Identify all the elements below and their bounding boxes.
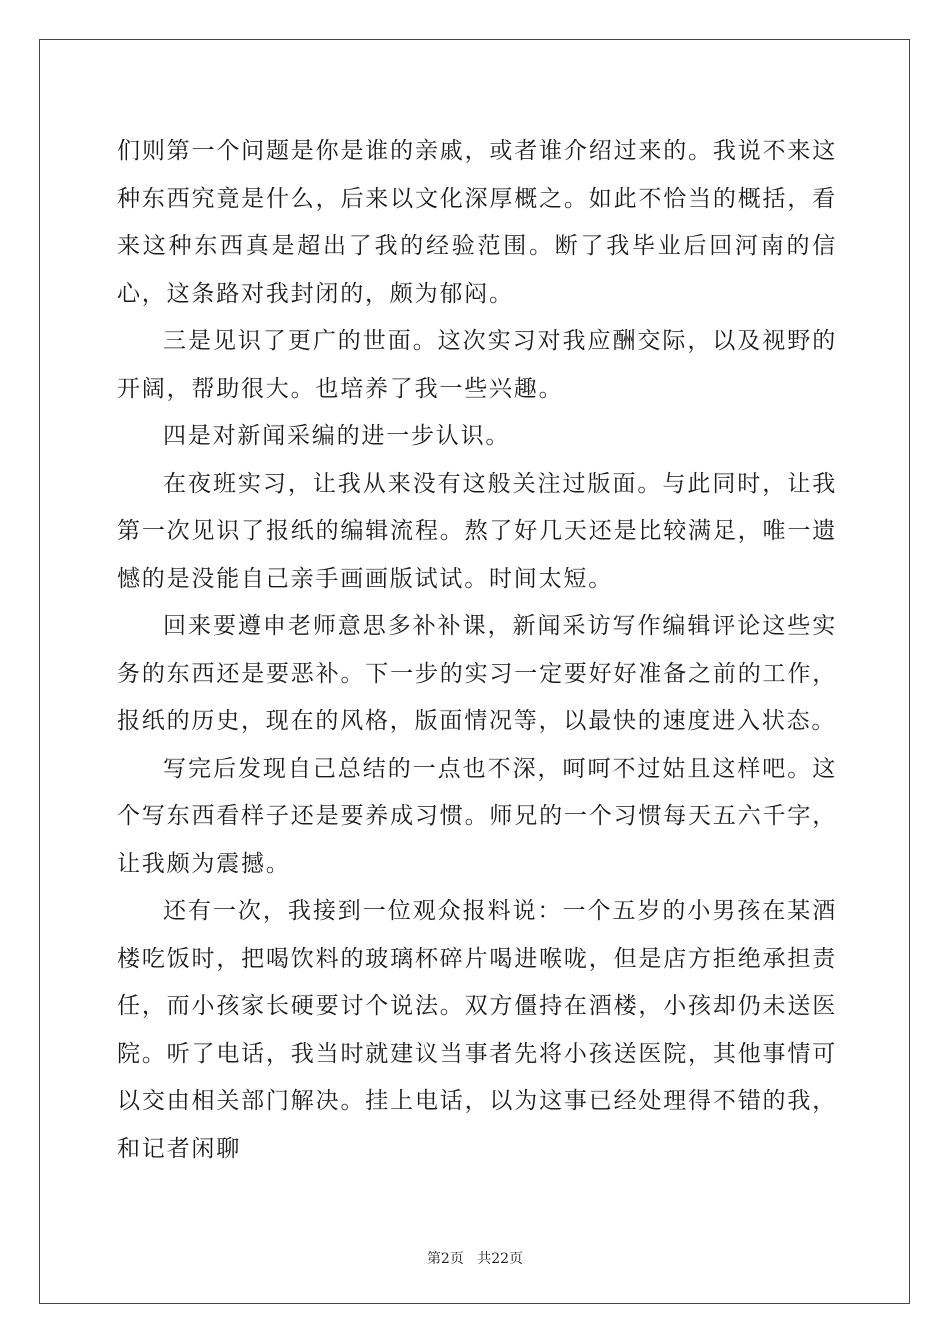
paragraph-6: 写完后发现自己总结的一点也不深，呵呵不过姑且这样吧。这个写东西看样子还是要养成习惯。师兄的一个习惯每天五六千字，让我颇为震撼。 bbox=[117, 755, 837, 877]
document-body bbox=[117, 128, 837, 1173]
paragraph-5: 回来要遵申老师意思多补补课，新闻采访写作编辑评论这些实务的东西还是要恶补。下一步的实习一定要好好准备之前的工作，报纸的历史，现在的风格，版面情况等，以最快的速度进入状态。 bbox=[117, 613, 837, 734]
paragraph-1: 们则第一个问题是你是谁的亲戚，或者谁介绍过来的。我说不来这种东西究竟是什么，后来以文化深厚概之。如此不恰当的概括，看来这种东西真是超出了我的经验范围。断了我毕业后回河南的信心，这条路对我封闭的，颇为郁闷。 bbox=[117, 138, 837, 307]
page-number: 第2页 bbox=[426, 1251, 464, 1267]
page-total: 共22页 bbox=[477, 1251, 524, 1267]
paragraph-3: 四是对新闻采编的进一步认识。 bbox=[163, 423, 511, 449]
page-footer bbox=[0, 1248, 950, 1268]
paragraph-4: 在夜班实习，让我从来没有这般关注过版面。与此同时，让我第一次见识了报纸的编辑流程。熬了好几天还是比较满足，唯一遗憾的是没能自己亲手画画版试试。时间太短。 bbox=[117, 470, 837, 592]
paragraph-7: 还有一次，我接到一位观众报料说：一个五岁的小男孩在某酒楼吃饭时，把喝饮料的玻璃杯碎片喝进喉咙，但是店方拒绝承担责任，而小孩家长硬要讨个说法。双方僵持在酒楼，小孩却仍未送医院。听了电话，我当时就建议当事者先将小孩送医院，其他事情可以交由相关部门解决。挂上电话，以为这事已经处理得不错的我，和记者闲聊 bbox=[117, 898, 837, 1162]
paragraph-2: 三是见识了更广的世面。这次实习对我应酬交际，以及视野的开阔，帮助很大。也培养了我一些兴趣。 bbox=[117, 328, 837, 402]
